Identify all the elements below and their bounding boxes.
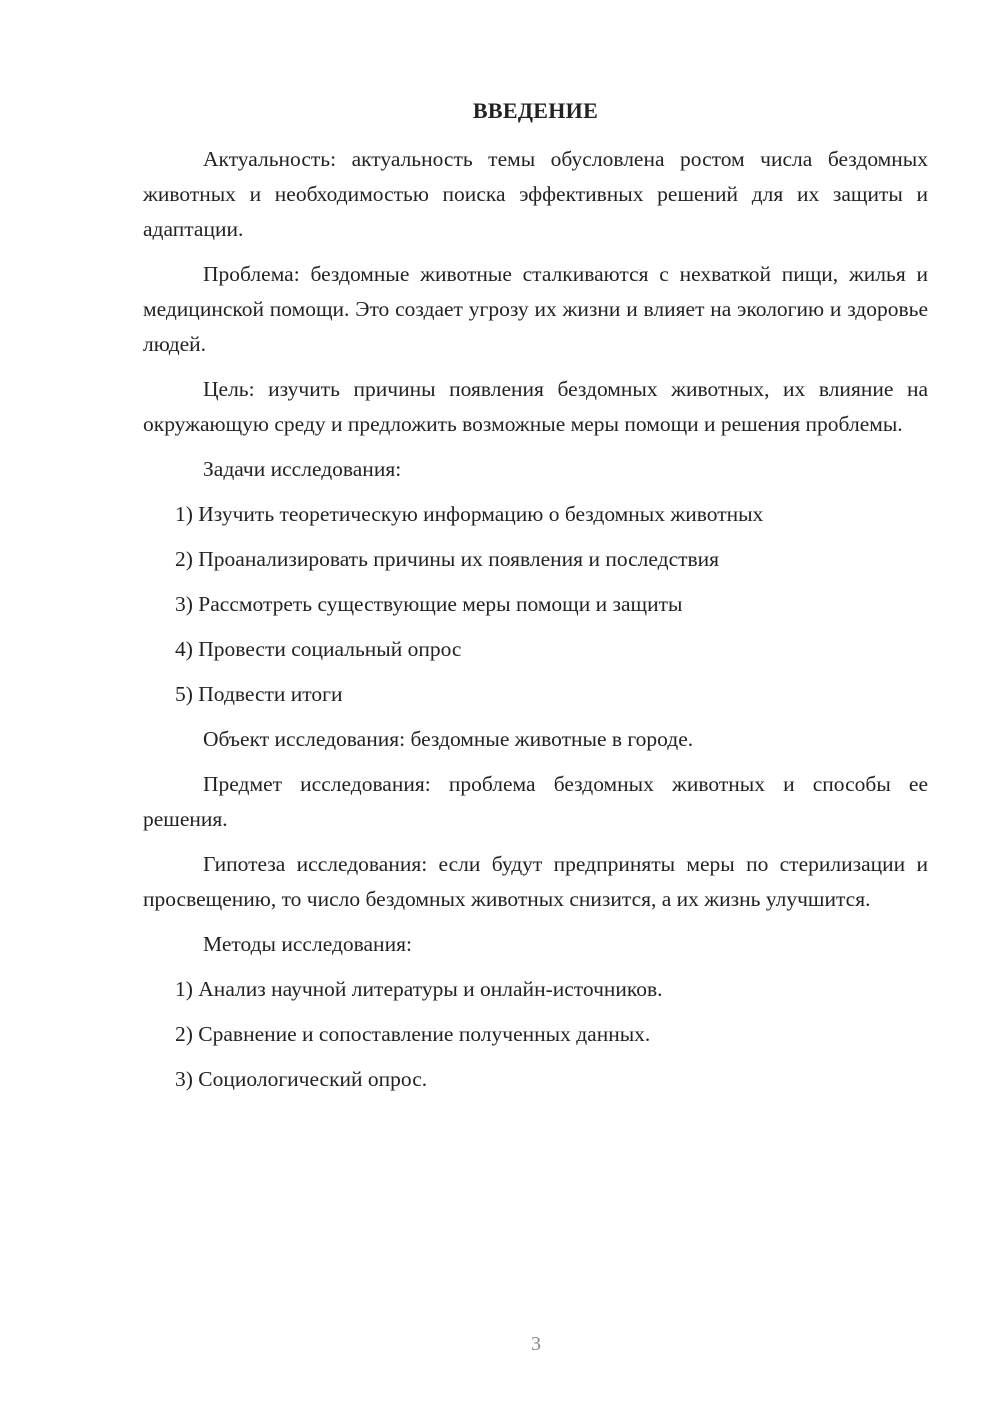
tasks-heading: Задачи исследования: <box>203 457 402 481</box>
task-item-1: 1) Изучить теоретическую информацию о бездомных животных <box>175 502 764 526</box>
methods-heading: Методы исследования: <box>203 932 412 956</box>
page-title: ВВЕДЕНИЕ <box>472 98 599 123</box>
method-item-2: 2) Сравнение и сопоставление полученных данных. <box>175 1022 651 1046</box>
method-item-1: 1) Анализ научной литературы и онлайн-источников. <box>175 977 663 1001</box>
object-paragraph: Объект исследования: бездомные животные в городе. <box>203 727 694 751</box>
problem-paragraph: Проблема: бездомные животные сталкиваются с нехваткой пищи, жилья и медицинской помощи. Это создает угрозу их жизни и влияет на экологию и здоровье людей. <box>143 262 928 356</box>
hypothesis-paragraph: Гипотеза исследования: если будут предприняты меры по стерилизации и просвещению, то число бездомных животных снизится, а их жизнь улучшится. <box>143 852 928 911</box>
document-body <box>143 142 928 1097</box>
goal-paragraph: Цель: изучить причины появления бездомных животных, их влияние на окружающую среду и предложить возможные меры помощи и решения проблемы. <box>143 377 928 436</box>
subject-paragraph: Предмет исследования: проблема бездомных животных и способы ее решения. <box>143 772 928 831</box>
method-item-3: 3) Социологический опрос. <box>175 1067 428 1091</box>
task-item-3: 3) Рассмотреть существующие меры помощи и защиты <box>175 592 683 616</box>
task-item-5: 5) Подвести итоги <box>175 682 343 706</box>
page-number: 3 <box>531 1333 541 1355</box>
task-item-2: 2) Проанализировать причины их появления и последствия <box>175 547 720 571</box>
task-item-4: 4) Провести социальный опрос <box>175 637 462 661</box>
relevance-paragraph: Актуальность: актуальность темы обусловлена ростом числа бездомных животных и необходимостью поиска эффективных решений для их защиты и адаптации. <box>143 147 928 241</box>
